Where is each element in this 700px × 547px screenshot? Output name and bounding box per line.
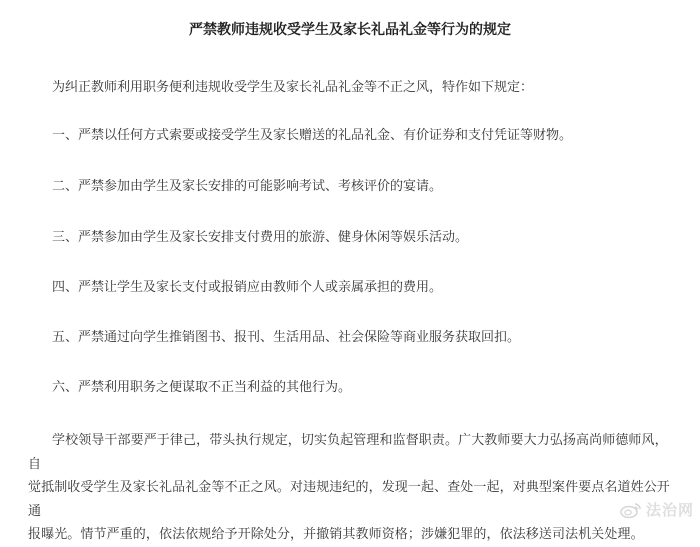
closing-line: 学校领导干部要严于律己，带头执行规定，切实负起管理和监督职责。广大教师要大力弘扬高尚师德师风，自 [28, 433, 668, 472]
closing-line: 报曝光。情节严重的，依法依规给予开除处分，并撤销其教师资格；涉嫌犯罪的，依法移送司法机关处理。 [28, 527, 644, 542]
intro-paragraph: 为纠正教师利用职务便利违规收受学生及家长礼品礼金等不正之风，特作如下规定： [52, 80, 534, 95]
closing-paragraph [28, 429, 670, 547]
rule-item-3: 三、严禁参加由学生及家长安排支付费用的旅游、健身休闲等娱乐活动。 [52, 230, 469, 245]
rule-item-4: 四、严禁让学生及家长支付或报销应由教师个人或亲属承担的费用。 [52, 280, 443, 295]
weibo-icon [620, 501, 642, 519]
watermark-text: 法治网 [645, 501, 694, 519]
rule-item-1: 一、严禁以任何方式索要或接受学生及家长赠送的礼品礼金、有价证券和支付凭证等财物。 [52, 128, 573, 143]
rule-item-6: 六、严禁利用职务之便谋取不正当利益的其他行为。 [52, 380, 352, 395]
rule-item-2: 二、严禁参加由学生及家长安排的可能影响考试、考核评价的宴请。 [52, 179, 443, 194]
document-title: 严禁教师违规收受学生及家长礼品礼金等行为的规定 [189, 22, 511, 38]
watermark [620, 499, 694, 520]
rule-item-5: 五、严禁通过向学生推销图书、报刊、生活用品、社会保险等商业服务获取回扣。 [52, 330, 521, 345]
closing-line: 觉抵制收受学生及家长礼品礼金等不正之风。对违规违纪的，发现一起、查处一起，对典型案件要点名道姓公开通 [28, 480, 670, 519]
